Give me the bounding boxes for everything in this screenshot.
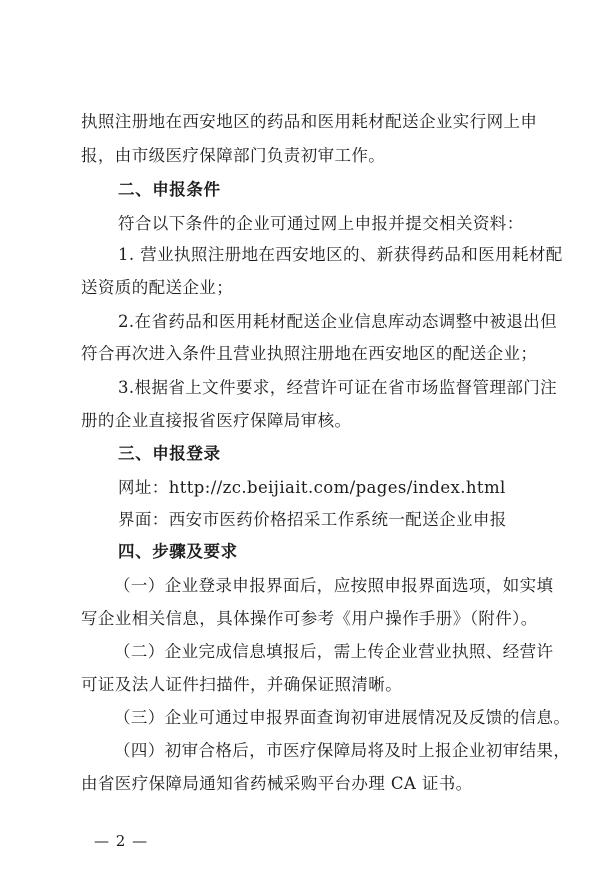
body-text-line: （三）企业可通过申报界面查询初审进展情况及反馈的信息。 — [114, 708, 571, 727]
body-text-line: 送资质的配送企业； — [81, 278, 234, 297]
body-text-line: 3.根据省上文件要求，经营许可证在省市场监督管理部门注 — [118, 378, 558, 397]
body-text-line: 执照注册地在西安地区的药品和医用耗材配送企业实行网上申 — [81, 112, 538, 131]
body-text-line: 符合以下条件的企业可通过网上申报并提交相关资料： — [118, 214, 524, 233]
body-text-line: 由省医疗保障局通知省药械采购平台办理 CA 证书。 — [81, 774, 473, 793]
url-line: 网址：http://zc.beijiait.com/pages/index.html — [118, 478, 506, 497]
body-text-line: 2.在省药品和医用耗材配送企业信息库动态调整中被退出但 — [118, 312, 558, 331]
body-text-line: 写企业相关信息，具体操作可参考《用户操作手册》（附件）。 — [81, 609, 538, 628]
body-text-line: 符合再次进入条件且营业执照注册地在西安地区的配送企业； — [81, 344, 538, 363]
body-text-line: 界面：西安市医药价格招采工作系统一配送企业申报 — [118, 510, 507, 529]
section-heading: 三、申报登录 — [118, 444, 221, 463]
body-text-line: 可证及法人证件扫描件，并确保证照清晰。 — [81, 675, 403, 694]
body-text-line: 册的企业直接报省医疗保障局审核。 — [81, 411, 352, 430]
body-text-line: 1. 营业执照注册地在西安地区的、新获得药品和医用耗材配 — [118, 245, 563, 264]
body-text-line: （四）初审合格后，市医疗保障局将及时上报企业初审结果， — [114, 741, 571, 760]
body-text-line: （二）企业完成信息填报后，需上传企业营业执照、经营许 — [114, 642, 554, 661]
body-text-line: 报，由市级医疗保障部门负责初审工作。 — [81, 146, 386, 165]
body-text-line: （一）企业登录申报界面后，应按照申报界面选项，如实填 — [114, 576, 554, 595]
page-number: — 2 — — [94, 832, 149, 850]
section-heading: 二、申报条件 — [118, 180, 221, 199]
section-heading: 四、步骤及要求 — [118, 542, 238, 561]
